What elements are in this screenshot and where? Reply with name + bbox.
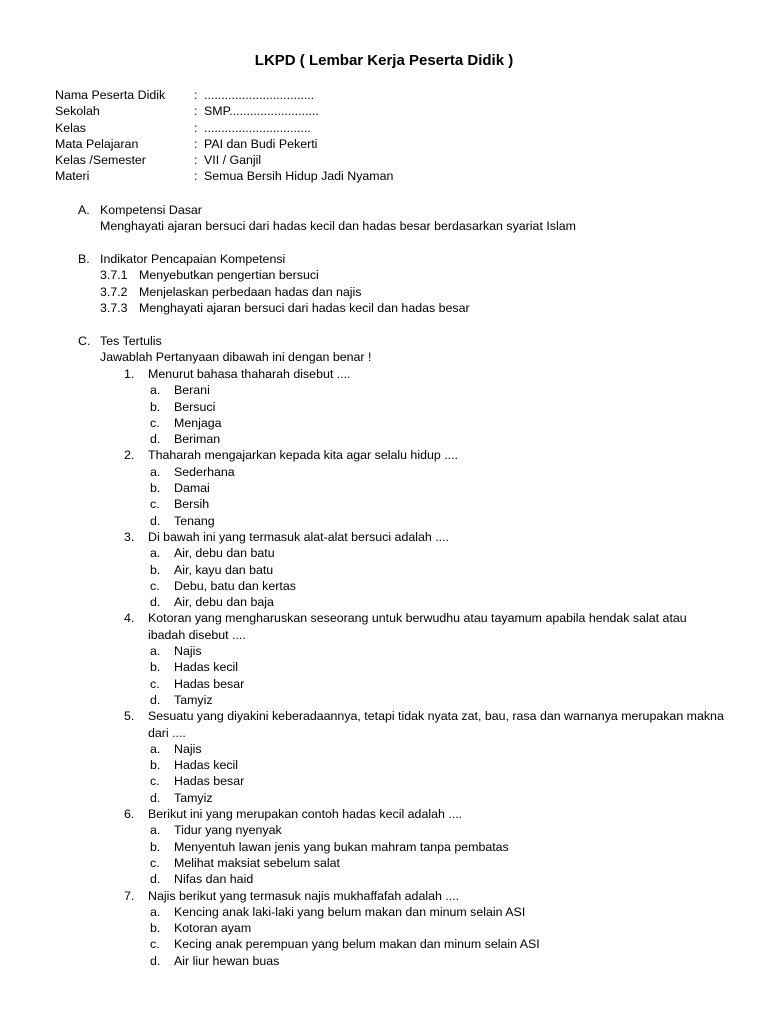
option-text: Tamyiz bbox=[174, 790, 213, 805]
option-text: Berani bbox=[174, 383, 210, 398]
info-row-semester bbox=[55, 152, 555, 168]
info-colon: : bbox=[194, 169, 198, 184]
indicator-text: Menjelaskan perbedaan hadas dan najis bbox=[139, 284, 362, 299]
answer-option bbox=[124, 513, 724, 529]
student-info-block bbox=[55, 87, 555, 185]
info-row-kelas bbox=[55, 120, 555, 136]
section-marker: B. bbox=[78, 252, 90, 266]
option-text: Beriman bbox=[174, 432, 221, 447]
section-tes-tertulis bbox=[78, 333, 728, 366]
section-marker: C. bbox=[78, 334, 91, 348]
option-letter: d. bbox=[150, 872, 161, 887]
option-letter: c. bbox=[150, 774, 160, 789]
option-text: Bersuci bbox=[174, 399, 216, 414]
info-colon: : bbox=[194, 120, 198, 135]
option-text: Air, debu dan baja bbox=[174, 595, 274, 610]
answer-option bbox=[124, 904, 724, 920]
question-item bbox=[124, 447, 724, 528]
info-value: Semua Bersih Hidup Jadi Nyaman bbox=[204, 169, 394, 184]
indicator-number: 3.7.2 bbox=[100, 284, 128, 299]
answer-option bbox=[124, 790, 724, 806]
option-text: Hadas kecil bbox=[174, 758, 239, 773]
question-number: 6. bbox=[124, 807, 135, 822]
option-text: Air liur hewan buas bbox=[174, 953, 280, 968]
option-text: Menjaga bbox=[174, 415, 222, 430]
option-letter: a. bbox=[150, 546, 161, 561]
answer-option bbox=[124, 676, 724, 692]
option-text: Kecing anak perempuan yang belum makan dan minum selain ASI bbox=[174, 937, 540, 952]
test-instruction: Jawablah Pertanyaan dibawah ini dengan benar ! bbox=[100, 350, 372, 365]
section-heading: Kompetensi Dasar bbox=[100, 203, 202, 217]
option-letter: d. bbox=[150, 513, 161, 528]
answer-option bbox=[124, 822, 724, 838]
info-value: ............................... bbox=[204, 120, 311, 135]
option-text: Kotoran ayam bbox=[174, 921, 252, 936]
option-letter: c. bbox=[150, 855, 160, 870]
question-number: 3. bbox=[124, 529, 135, 544]
question-text: Najis berikut yang termasuk najis mukhaffafah adalah .... bbox=[148, 888, 460, 903]
answer-option bbox=[124, 399, 724, 415]
section-kompetensi-dasar bbox=[78, 202, 728, 235]
question-item bbox=[124, 366, 724, 447]
option-letter: b. bbox=[150, 758, 161, 773]
question-number: 2. bbox=[124, 448, 135, 463]
info-colon: : bbox=[194, 104, 198, 119]
answer-option bbox=[124, 431, 724, 447]
option-text: Hadas besar bbox=[174, 774, 245, 789]
option-letter: c. bbox=[150, 676, 160, 691]
section-heading: Tes Tertulis bbox=[100, 334, 162, 348]
option-text: Hadas kecil bbox=[174, 660, 239, 675]
option-text: Air, debu dan batu bbox=[174, 546, 275, 561]
option-letter: b. bbox=[150, 399, 161, 414]
option-letter: a. bbox=[150, 823, 161, 838]
answer-option bbox=[124, 757, 724, 773]
question-item bbox=[124, 806, 724, 887]
section-heading: Indikator Pencapaian Kompetensi bbox=[100, 252, 286, 266]
question-text: Berikut ini yang merupakan contoh hadas kecil adalah .... bbox=[148, 807, 463, 822]
option-text: Hadas besar bbox=[174, 676, 245, 691]
answer-option bbox=[124, 741, 724, 757]
answer-option bbox=[124, 578, 724, 594]
option-letter: c. bbox=[150, 415, 160, 430]
info-label: Sekolah bbox=[55, 104, 100, 119]
answer-option bbox=[124, 382, 724, 398]
answer-option bbox=[124, 773, 724, 789]
info-row-materi bbox=[55, 168, 555, 184]
question-item bbox=[124, 708, 724, 806]
answer-option bbox=[124, 839, 724, 855]
answer-option bbox=[124, 871, 724, 887]
question-number: 7. bbox=[124, 888, 135, 903]
option-text: Melihat maksiat sebelum salat bbox=[174, 855, 340, 870]
info-label: Kelas bbox=[55, 120, 86, 135]
info-colon: : bbox=[194, 136, 198, 151]
info-value: SMP.......................... bbox=[204, 104, 319, 119]
option-text: Damai bbox=[174, 481, 210, 496]
indicator-text: Menyebutkan pengertian bersuci bbox=[139, 268, 319, 283]
indicator-item bbox=[78, 300, 728, 316]
answer-option bbox=[124, 659, 724, 675]
option-letter: a. bbox=[150, 741, 161, 756]
info-label: Nama Peserta Didik bbox=[55, 88, 166, 102]
option-letter: b. bbox=[150, 921, 161, 936]
info-value: VII / Ganjil bbox=[204, 153, 262, 168]
option-text: Debu, batu dan kertas bbox=[174, 578, 296, 593]
option-letter: d. bbox=[150, 432, 161, 447]
info-colon: : bbox=[194, 153, 198, 168]
info-label: Mata Pelajaran bbox=[55, 136, 139, 151]
page-title: LKPD ( Lembar Kerja Peserta Didik ) bbox=[254, 52, 514, 69]
indicator-item bbox=[78, 284, 728, 300]
section-marker: A. bbox=[78, 203, 90, 217]
indicator-number: 3.7.3 bbox=[100, 300, 128, 315]
option-letter: b. bbox=[150, 660, 161, 675]
question-number: 5. bbox=[124, 709, 135, 724]
answer-option bbox=[124, 545, 724, 561]
option-letter: d. bbox=[150, 953, 161, 968]
answer-option bbox=[124, 562, 724, 578]
indicator-number: 3.7.1 bbox=[100, 268, 128, 283]
info-row-mapel bbox=[55, 136, 555, 152]
question-item bbox=[124, 888, 724, 969]
question-item bbox=[124, 610, 724, 708]
option-text: Tamyiz bbox=[174, 692, 213, 707]
answer-option bbox=[124, 480, 724, 496]
info-row-sekolah bbox=[55, 103, 555, 119]
info-value: PAI dan Budi Pekerti bbox=[204, 136, 318, 151]
answer-option bbox=[124, 855, 724, 871]
section-indikator bbox=[78, 251, 728, 316]
option-letter: b. bbox=[150, 562, 161, 577]
answer-option bbox=[124, 643, 724, 659]
indicator-text: Menghayati ajaran bersuci dari hadas kecil dan hadas besar bbox=[139, 300, 470, 315]
question-text: Di bawah ini yang termasuk alat-alat bersuci adalah .... bbox=[148, 529, 449, 544]
question-list bbox=[124, 366, 724, 969]
option-letter: c. bbox=[150, 578, 160, 593]
question-text: Kotoran yang mengharuskan seseorang untuk berwudhu atau tayamum apabila hendak salat atau ibadah disebut .... bbox=[148, 611, 687, 642]
question-text: Sesuatu yang diyakini keberadaannya, tetapi tidak nyata zat, bau, rasa dan warnanya merupakan makna dari .... bbox=[148, 709, 724, 740]
option-letter: b. bbox=[150, 481, 161, 496]
option-text: Nifas dan haid bbox=[174, 872, 254, 887]
option-letter: a. bbox=[150, 644, 161, 659]
info-row-nama bbox=[55, 87, 555, 103]
option-letter: c. bbox=[150, 497, 160, 512]
info-label: Materi bbox=[55, 169, 90, 184]
answer-option bbox=[124, 496, 724, 512]
question-text: Thaharah mengajarkan kepada kita agar selalu hidup .... bbox=[148, 448, 458, 463]
option-letter: d. bbox=[150, 692, 161, 707]
answer-option bbox=[124, 692, 724, 708]
info-label: Kelas /Semester bbox=[55, 153, 146, 168]
option-text: Tenang bbox=[174, 513, 215, 528]
option-text: Sederhana bbox=[174, 464, 235, 479]
answer-option bbox=[124, 936, 724, 952]
answer-option bbox=[124, 415, 724, 431]
option-letter: a. bbox=[150, 904, 161, 919]
question-item bbox=[124, 529, 724, 610]
answer-option bbox=[124, 920, 724, 936]
option-letter: a. bbox=[150, 383, 161, 398]
option-text: Air, kayu dan batu bbox=[174, 562, 274, 577]
option-text: Menyentuh lawan jenis yang bukan mahram tanpa pembatas bbox=[174, 839, 509, 854]
answer-option bbox=[124, 594, 724, 610]
question-number: 1. bbox=[124, 367, 135, 381]
section-text: Menghayati ajaran bersuci dari hadas kecil dan hadas besar berdasarkan syariat Islam bbox=[100, 219, 576, 234]
option-letter: c. bbox=[150, 937, 160, 952]
option-letter: a. bbox=[150, 464, 161, 479]
question-number: 4. bbox=[124, 611, 135, 626]
option-text: Kencing anak laki-laki yang belum makan dan minum selain ASI bbox=[174, 904, 526, 919]
option-text: Tidur yang nyenyak bbox=[174, 823, 282, 838]
option-text: Najis bbox=[174, 741, 202, 756]
info-colon: : bbox=[194, 88, 198, 102]
question-text: Menurut bahasa thaharah disebut .... bbox=[148, 367, 351, 381]
indicator-item bbox=[78, 267, 728, 283]
option-text: Bersih bbox=[174, 497, 210, 512]
answer-option bbox=[124, 953, 724, 969]
answer-option bbox=[124, 464, 724, 480]
info-value: ................................ bbox=[204, 88, 315, 102]
option-letter: d. bbox=[150, 595, 161, 610]
option-letter: b. bbox=[150, 839, 161, 854]
option-text: Najis bbox=[174, 644, 202, 659]
option-letter: d. bbox=[150, 790, 161, 805]
